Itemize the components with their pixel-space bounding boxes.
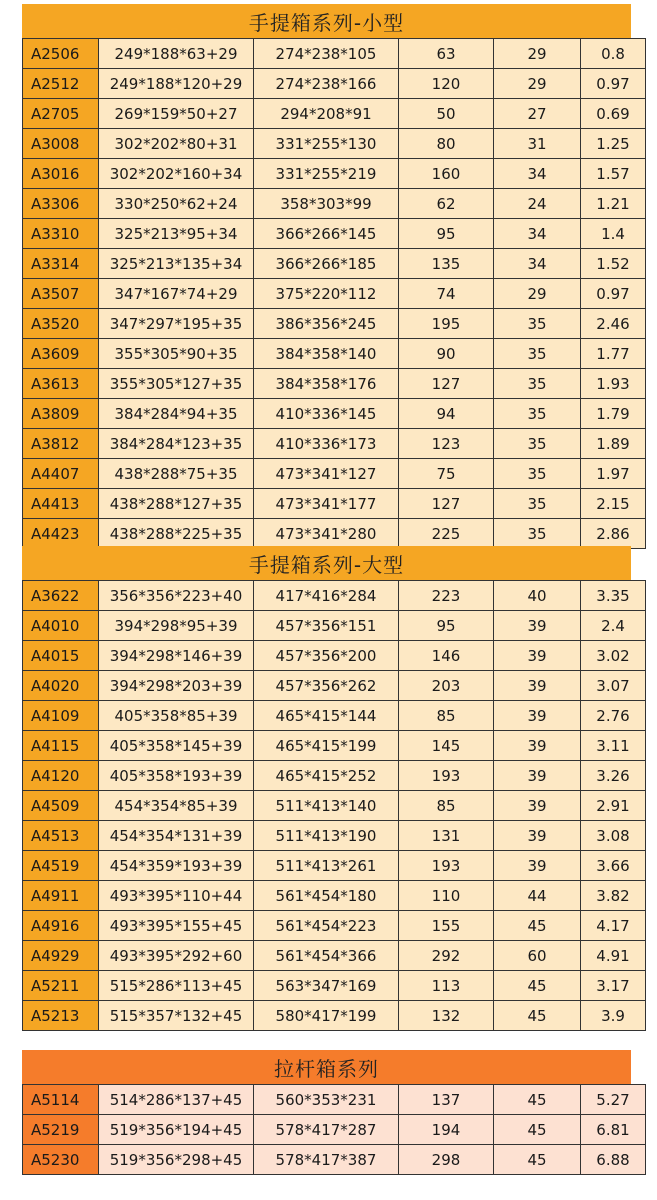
- depth-cell: 95: [399, 611, 494, 641]
- depth-cell: 63: [399, 39, 494, 69]
- outer-dimensions-cell: 410*336*145: [254, 399, 399, 429]
- weight-cell: 1.79: [581, 399, 646, 429]
- depth-cell: 123: [399, 429, 494, 459]
- depth-cell: 85: [399, 701, 494, 731]
- model-cell: A4010: [23, 611, 99, 641]
- inner-dimensions-cell: 269*159*50+27: [99, 99, 254, 129]
- depth-cell: 113: [399, 971, 494, 1001]
- lid-depth-cell: 35: [494, 309, 581, 339]
- inner-dimensions-cell: 384*284*123+35: [99, 429, 254, 459]
- weight-cell: 1.97: [581, 459, 646, 489]
- depth-cell: 298: [399, 1145, 494, 1175]
- lid-depth-cell: 35: [494, 399, 581, 429]
- inner-dimensions-cell: 394*298*146+39: [99, 641, 254, 671]
- depth-cell: 145: [399, 731, 494, 761]
- outer-dimensions-cell: 375*220*112: [254, 279, 399, 309]
- weight-cell: 3.02: [581, 641, 646, 671]
- depth-cell: 80: [399, 129, 494, 159]
- outer-dimensions-cell: 386*356*245: [254, 309, 399, 339]
- model-cell: A3314: [23, 249, 99, 279]
- outer-dimensions-cell: 511*413*190: [254, 821, 399, 851]
- table-row: [23, 429, 646, 459]
- lid-depth-cell: 45: [494, 1085, 581, 1115]
- outer-dimensions-cell: 331*255*130: [254, 129, 399, 159]
- outer-dimensions-cell: 331*255*219: [254, 159, 399, 189]
- table-row: [23, 791, 646, 821]
- outer-dimensions-cell: 358*303*99: [254, 189, 399, 219]
- section-title: 手提箱系列-大型: [22, 546, 631, 580]
- model-cell: A3812: [23, 429, 99, 459]
- weight-cell: 1.77: [581, 339, 646, 369]
- inner-dimensions-cell: 515*286*113+45: [99, 971, 254, 1001]
- outer-dimensions-cell: 410*336*173: [254, 429, 399, 459]
- weight-cell: 2.91: [581, 791, 646, 821]
- inner-dimensions-cell: 519*356*298+45: [99, 1145, 254, 1175]
- lid-depth-cell: 35: [494, 459, 581, 489]
- table-row: [23, 1145, 646, 1175]
- weight-cell: 1.57: [581, 159, 646, 189]
- outer-dimensions-cell: 465*415*199: [254, 731, 399, 761]
- inner-dimensions-cell: 405*358*145+39: [99, 731, 254, 761]
- inner-dimensions-cell: 330*250*62+24: [99, 189, 254, 219]
- spec-table: [22, 38, 646, 549]
- model-cell: A4115: [23, 731, 99, 761]
- depth-cell: 223: [399, 581, 494, 611]
- outer-dimensions-cell: 366*266*145: [254, 219, 399, 249]
- table-row: [23, 641, 646, 671]
- table-row: [23, 189, 646, 219]
- model-cell: A5219: [23, 1115, 99, 1145]
- table-row: [23, 519, 646, 549]
- inner-dimensions-cell: 438*288*75+35: [99, 459, 254, 489]
- depth-cell: 193: [399, 851, 494, 881]
- outer-dimensions-cell: 417*416*284: [254, 581, 399, 611]
- lid-depth-cell: 45: [494, 1115, 581, 1145]
- depth-cell: 75: [399, 459, 494, 489]
- table-row: [23, 339, 646, 369]
- inner-dimensions-cell: 454*354*131+39: [99, 821, 254, 851]
- weight-cell: 3.26: [581, 761, 646, 791]
- model-cell: A3609: [23, 339, 99, 369]
- lid-depth-cell: 29: [494, 69, 581, 99]
- lid-depth-cell: 35: [494, 339, 581, 369]
- table-row: [23, 671, 646, 701]
- table-row: [23, 1115, 646, 1145]
- model-cell: A3613: [23, 369, 99, 399]
- table-row: [23, 369, 646, 399]
- lid-depth-cell: 35: [494, 519, 581, 549]
- lid-depth-cell: 45: [494, 1145, 581, 1175]
- lid-depth-cell: 39: [494, 701, 581, 731]
- model-cell: A5213: [23, 1001, 99, 1031]
- depth-cell: 194: [399, 1115, 494, 1145]
- lid-depth-cell: 39: [494, 731, 581, 761]
- weight-cell: 1.93: [581, 369, 646, 399]
- depth-cell: 127: [399, 369, 494, 399]
- inner-dimensions-cell: 519*356*194+45: [99, 1115, 254, 1145]
- model-cell: A4513: [23, 821, 99, 851]
- outer-dimensions-cell: 578*417*387: [254, 1145, 399, 1175]
- model-cell: A5211: [23, 971, 99, 1001]
- depth-cell: 193: [399, 761, 494, 791]
- outer-dimensions-cell: 511*413*261: [254, 851, 399, 881]
- model-cell: A3507: [23, 279, 99, 309]
- model-cell: A3622: [23, 581, 99, 611]
- model-cell: A3008: [23, 129, 99, 159]
- depth-cell: 62: [399, 189, 494, 219]
- model-cell: A3809: [23, 399, 99, 429]
- table-row: [23, 489, 646, 519]
- weight-cell: 2.15: [581, 489, 646, 519]
- outer-dimensions-cell: 274*238*166: [254, 69, 399, 99]
- lid-depth-cell: 45: [494, 971, 581, 1001]
- section-trolley-case: [22, 1050, 631, 1175]
- depth-cell: 74: [399, 279, 494, 309]
- outer-dimensions-cell: 561*454*180: [254, 881, 399, 911]
- model-cell: A3016: [23, 159, 99, 189]
- inner-dimensions-cell: 356*356*223+40: [99, 581, 254, 611]
- inner-dimensions-cell: 514*286*137+45: [99, 1085, 254, 1115]
- model-cell: A2506: [23, 39, 99, 69]
- outer-dimensions-cell: 560*353*231: [254, 1085, 399, 1115]
- inner-dimensions-cell: 325*213*135+34: [99, 249, 254, 279]
- weight-cell: 6.81: [581, 1115, 646, 1145]
- table-row: [23, 611, 646, 641]
- table-row: [23, 399, 646, 429]
- section-title: 拉杆箱系列: [22, 1050, 631, 1084]
- outer-dimensions-cell: 465*415*144: [254, 701, 399, 731]
- weight-cell: 4.17: [581, 911, 646, 941]
- depth-cell: 95: [399, 219, 494, 249]
- depth-cell: 110: [399, 881, 494, 911]
- inner-dimensions-cell: 347*297*195+35: [99, 309, 254, 339]
- table-row: [23, 761, 646, 791]
- weight-cell: 2.86: [581, 519, 646, 549]
- weight-cell: 3.9: [581, 1001, 646, 1031]
- weight-cell: 0.97: [581, 279, 646, 309]
- lid-depth-cell: 34: [494, 249, 581, 279]
- table-row: [23, 971, 646, 1001]
- inner-dimensions-cell: 394*298*95+39: [99, 611, 254, 641]
- depth-cell: 146: [399, 641, 494, 671]
- lid-depth-cell: 39: [494, 821, 581, 851]
- weight-cell: 0.97: [581, 69, 646, 99]
- lid-depth-cell: 29: [494, 39, 581, 69]
- lid-depth-cell: 39: [494, 641, 581, 671]
- model-cell: A4015: [23, 641, 99, 671]
- outer-dimensions-cell: 294*208*91: [254, 99, 399, 129]
- model-cell: A3310: [23, 219, 99, 249]
- model-cell: A4519: [23, 851, 99, 881]
- outer-dimensions-cell: 561*454*223: [254, 911, 399, 941]
- inner-dimensions-cell: 355*305*127+35: [99, 369, 254, 399]
- lid-depth-cell: 27: [494, 99, 581, 129]
- lid-depth-cell: 35: [494, 369, 581, 399]
- weight-cell: 3.35: [581, 581, 646, 611]
- inner-dimensions-cell: 302*202*160+34: [99, 159, 254, 189]
- section-title: 手提箱系列-小型: [22, 4, 631, 38]
- depth-cell: 225: [399, 519, 494, 549]
- model-cell: A4109: [23, 701, 99, 731]
- lid-depth-cell: 45: [494, 911, 581, 941]
- model-cell: A4120: [23, 761, 99, 791]
- model-cell: A5230: [23, 1145, 99, 1175]
- table-row: [23, 219, 646, 249]
- depth-cell: 94: [399, 399, 494, 429]
- depth-cell: 85: [399, 791, 494, 821]
- depth-cell: 137: [399, 1085, 494, 1115]
- model-cell: A3306: [23, 189, 99, 219]
- weight-cell: 1.89: [581, 429, 646, 459]
- lid-depth-cell: 39: [494, 611, 581, 641]
- table-row: [23, 459, 646, 489]
- table-row: [23, 731, 646, 761]
- model-cell: A4413: [23, 489, 99, 519]
- inner-dimensions-cell: 302*202*80+31: [99, 129, 254, 159]
- weight-cell: 2.4: [581, 611, 646, 641]
- table-row: [23, 249, 646, 279]
- depth-cell: 120: [399, 69, 494, 99]
- weight-cell: 3.07: [581, 671, 646, 701]
- weight-cell: 3.82: [581, 881, 646, 911]
- outer-dimensions-cell: 563*347*169: [254, 971, 399, 1001]
- weight-cell: 3.08: [581, 821, 646, 851]
- depth-cell: 292: [399, 941, 494, 971]
- lid-depth-cell: 34: [494, 159, 581, 189]
- depth-cell: 155: [399, 911, 494, 941]
- inner-dimensions-cell: 405*358*85+39: [99, 701, 254, 731]
- inner-dimensions-cell: 493*395*292+60: [99, 941, 254, 971]
- outer-dimensions-cell: 580*417*199: [254, 1001, 399, 1031]
- table-row: [23, 1085, 646, 1115]
- model-cell: A4407: [23, 459, 99, 489]
- outer-dimensions-cell: 473*341*280: [254, 519, 399, 549]
- table-row: [23, 279, 646, 309]
- outer-dimensions-cell: 457*356*262: [254, 671, 399, 701]
- weight-cell: 3.11: [581, 731, 646, 761]
- lid-depth-cell: 39: [494, 671, 581, 701]
- depth-cell: 50: [399, 99, 494, 129]
- inner-dimensions-cell: 394*298*203+39: [99, 671, 254, 701]
- table-row: [23, 821, 646, 851]
- lid-depth-cell: 44: [494, 881, 581, 911]
- inner-dimensions-cell: 438*288*127+35: [99, 489, 254, 519]
- lid-depth-cell: 34: [494, 219, 581, 249]
- outer-dimensions-cell: 366*266*185: [254, 249, 399, 279]
- inner-dimensions-cell: 493*395*155+45: [99, 911, 254, 941]
- lid-depth-cell: 39: [494, 791, 581, 821]
- weight-cell: 3.66: [581, 851, 646, 881]
- model-cell: A2512: [23, 69, 99, 99]
- table-row: [23, 1001, 646, 1031]
- weight-cell: 2.46: [581, 309, 646, 339]
- depth-cell: 160: [399, 159, 494, 189]
- outer-dimensions-cell: 384*358*140: [254, 339, 399, 369]
- weight-cell: 1.21: [581, 189, 646, 219]
- table-row: [23, 99, 646, 129]
- model-cell: A4509: [23, 791, 99, 821]
- lid-depth-cell: 29: [494, 279, 581, 309]
- outer-dimensions-cell: 457*356*200: [254, 641, 399, 671]
- inner-dimensions-cell: 454*359*193+39: [99, 851, 254, 881]
- depth-cell: 135: [399, 249, 494, 279]
- table-row: [23, 39, 646, 69]
- spec-table: [22, 580, 646, 1031]
- model-cell: A4423: [23, 519, 99, 549]
- model-cell: A4916: [23, 911, 99, 941]
- table-row: [23, 309, 646, 339]
- lid-depth-cell: 39: [494, 761, 581, 791]
- spec-table: [22, 1084, 646, 1175]
- outer-dimensions-cell: 473*341*127: [254, 459, 399, 489]
- depth-cell: 132: [399, 1001, 494, 1031]
- section-large-suitcase: [22, 546, 631, 1031]
- depth-cell: 195: [399, 309, 494, 339]
- lid-depth-cell: 24: [494, 189, 581, 219]
- outer-dimensions-cell: 578*417*287: [254, 1115, 399, 1145]
- model-cell: A2705: [23, 99, 99, 129]
- lid-depth-cell: 35: [494, 429, 581, 459]
- inner-dimensions-cell: 249*188*120+29: [99, 69, 254, 99]
- weight-cell: 2.76: [581, 701, 646, 731]
- model-cell: A4929: [23, 941, 99, 971]
- depth-cell: 203: [399, 671, 494, 701]
- inner-dimensions-cell: 355*305*90+35: [99, 339, 254, 369]
- weight-cell: 1.52: [581, 249, 646, 279]
- inner-dimensions-cell: 249*188*63+29: [99, 39, 254, 69]
- outer-dimensions-cell: 457*356*151: [254, 611, 399, 641]
- model-cell: A4020: [23, 671, 99, 701]
- table-row: [23, 129, 646, 159]
- lid-depth-cell: 35: [494, 489, 581, 519]
- model-cell: A5114: [23, 1085, 99, 1115]
- weight-cell: 5.27: [581, 1085, 646, 1115]
- outer-dimensions-cell: 384*358*176: [254, 369, 399, 399]
- depth-cell: 127: [399, 489, 494, 519]
- weight-cell: 0.69: [581, 99, 646, 129]
- lid-depth-cell: 40: [494, 581, 581, 611]
- lid-depth-cell: 31: [494, 129, 581, 159]
- inner-dimensions-cell: 438*288*225+35: [99, 519, 254, 549]
- weight-cell: 6.88: [581, 1145, 646, 1175]
- inner-dimensions-cell: 325*213*95+34: [99, 219, 254, 249]
- lid-depth-cell: 60: [494, 941, 581, 971]
- weight-cell: 0.8: [581, 39, 646, 69]
- inner-dimensions-cell: 515*357*132+45: [99, 1001, 254, 1031]
- outer-dimensions-cell: 473*341*177: [254, 489, 399, 519]
- depth-cell: 90: [399, 339, 494, 369]
- lid-depth-cell: 45: [494, 1001, 581, 1031]
- table-row: [23, 881, 646, 911]
- weight-cell: 1.4: [581, 219, 646, 249]
- model-cell: A3520: [23, 309, 99, 339]
- table-row: [23, 581, 646, 611]
- inner-dimensions-cell: 493*395*110+44: [99, 881, 254, 911]
- section-small-suitcase: [22, 4, 631, 549]
- table-row: [23, 701, 646, 731]
- inner-dimensions-cell: 405*358*193+39: [99, 761, 254, 791]
- table-row: [23, 941, 646, 971]
- inner-dimensions-cell: 347*167*74+29: [99, 279, 254, 309]
- inner-dimensions-cell: 454*354*85+39: [99, 791, 254, 821]
- depth-cell: 131: [399, 821, 494, 851]
- weight-cell: 1.25: [581, 129, 646, 159]
- table-row: [23, 851, 646, 881]
- table-row: [23, 911, 646, 941]
- outer-dimensions-cell: 274*238*105: [254, 39, 399, 69]
- outer-dimensions-cell: 511*413*140: [254, 791, 399, 821]
- weight-cell: 3.17: [581, 971, 646, 1001]
- outer-dimensions-cell: 465*415*252: [254, 761, 399, 791]
- lid-depth-cell: 39: [494, 851, 581, 881]
- model-cell: A4911: [23, 881, 99, 911]
- inner-dimensions-cell: 384*284*94+35: [99, 399, 254, 429]
- table-row: [23, 159, 646, 189]
- weight-cell: 4.91: [581, 941, 646, 971]
- outer-dimensions-cell: 561*454*366: [254, 941, 399, 971]
- table-row: [23, 69, 646, 99]
